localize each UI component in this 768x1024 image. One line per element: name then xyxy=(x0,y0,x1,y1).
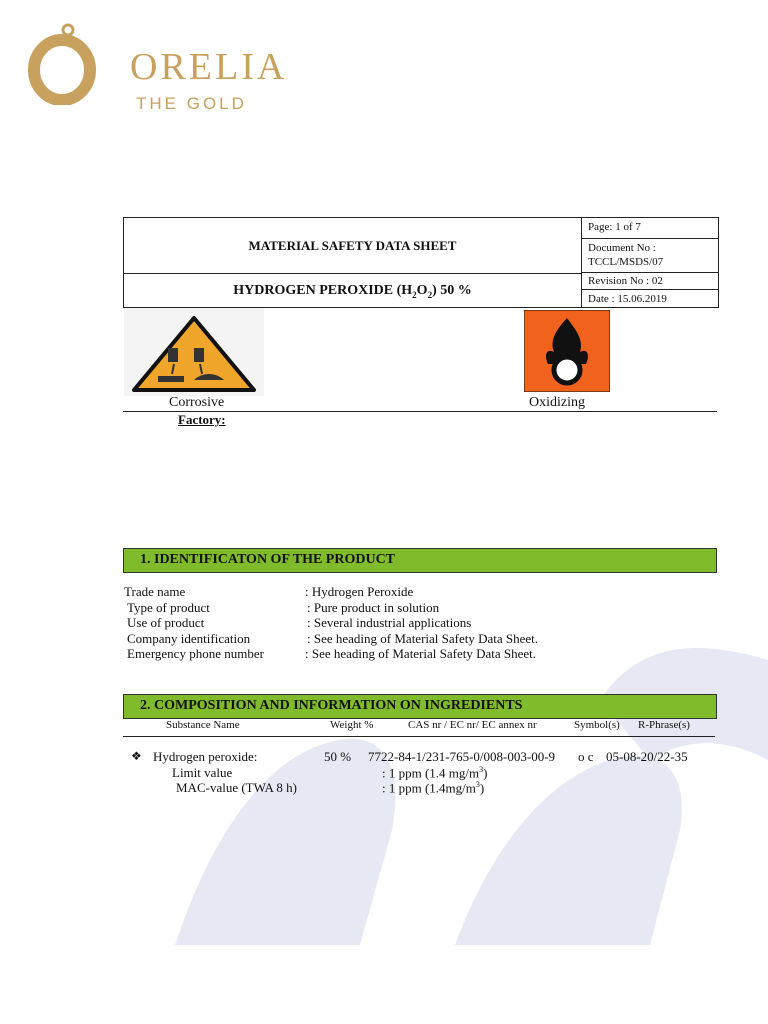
column-r-phrases: R-Phrase(s) xyxy=(638,719,690,731)
mac-value: : 1 ppm $(1.4mg/m^3)$ xyxy=(382,780,485,796)
mac-value-label: MAC-value (TWA 8 h) xyxy=(176,780,297,795)
section-1-keys xyxy=(124,584,264,662)
column-weight: Weight % xyxy=(330,719,374,731)
document-number-label: Document No : xyxy=(588,242,656,254)
limit-value-label: Limit value xyxy=(172,765,233,780)
section-1-heading: 1. IDENTIFICATON OF THE PRODUCT xyxy=(140,552,396,567)
logo-ring-icon xyxy=(22,20,102,105)
section-1-values xyxy=(305,584,538,662)
logo-brand-text: ORELIA xyxy=(130,46,288,88)
product-title: HYDROGEN PEROXIDE $(H_2O_2)$ 50 % xyxy=(233,283,472,300)
trade-name-label: Trade name xyxy=(124,584,186,599)
msds-header-box xyxy=(123,217,719,308)
emergency-phone-label: Emergency phone number xyxy=(127,646,264,661)
corrosive-symbol-icon xyxy=(124,308,264,396)
header-meta-cells xyxy=(582,218,718,307)
section-2-heading-bar xyxy=(123,694,717,719)
substance-weight: 50 % xyxy=(324,749,352,764)
oxidizing-label: Oxidizing xyxy=(529,395,585,410)
substance-name: Hydrogen peroxide: xyxy=(153,749,258,764)
substance-cas: 7722-84-1/231-765-0/008-003-00-9 xyxy=(368,749,556,764)
corrosive-label: Corrosive xyxy=(169,395,225,410)
emergency-phone-value: : See heading of Material Safety Data Sheet. xyxy=(305,646,537,661)
column-substance-name: Substance Name xyxy=(166,719,240,731)
document-number-cell xyxy=(582,239,718,273)
revision-number: Revision No : 02 xyxy=(582,273,718,290)
limit-value: : 1 ppm (1.4 $mg/m^3$) xyxy=(382,765,488,781)
substance-r-phrases: 05-08-20/22-35 xyxy=(606,749,688,764)
header-title-cell xyxy=(124,218,581,274)
factory-label: Factory: xyxy=(178,412,226,427)
composition-header-rule xyxy=(123,736,715,737)
product-use-value: : Several industrial applications xyxy=(307,615,472,630)
document-number-value: TCCL/MSDS/07 xyxy=(588,256,664,268)
column-cas: CAS nr / EC nr/ EC annex nr xyxy=(408,719,537,731)
header-left-cell xyxy=(124,218,582,307)
substance-symbols: o c xyxy=(578,749,594,764)
clipped-text-fragment xyxy=(540,412,630,426)
orelia-logo xyxy=(22,20,312,113)
company-id-label: Company identification xyxy=(127,630,251,646)
page-number: Page: 1 of 7 xyxy=(582,218,718,239)
oxidizing-symbol-icon xyxy=(524,310,610,392)
document-title: MATERIAL SAFETY DATA SHEET xyxy=(248,238,457,253)
bullet-icon: ❖ xyxy=(131,749,142,763)
section-1-heading-bar xyxy=(123,548,717,573)
section-2-heading: 2. COMPOSITION AND INFORMATION ON INGREDIENTS xyxy=(140,698,523,713)
logo-tagline: THE GOLD xyxy=(136,94,247,113)
company-id-value: : See heading of Material Safety Data Sheet. xyxy=(307,630,539,646)
column-symbols: Symbol(s) xyxy=(574,719,620,731)
product-type-value: : Pure product in solution xyxy=(307,599,440,615)
trade-name-value: : Hydrogen Peroxide xyxy=(305,584,414,599)
product-type-label: Type of product xyxy=(127,599,210,615)
revision-date: Date : 15.06.2019 xyxy=(588,293,667,305)
product-use-label: Use of product xyxy=(127,615,205,630)
